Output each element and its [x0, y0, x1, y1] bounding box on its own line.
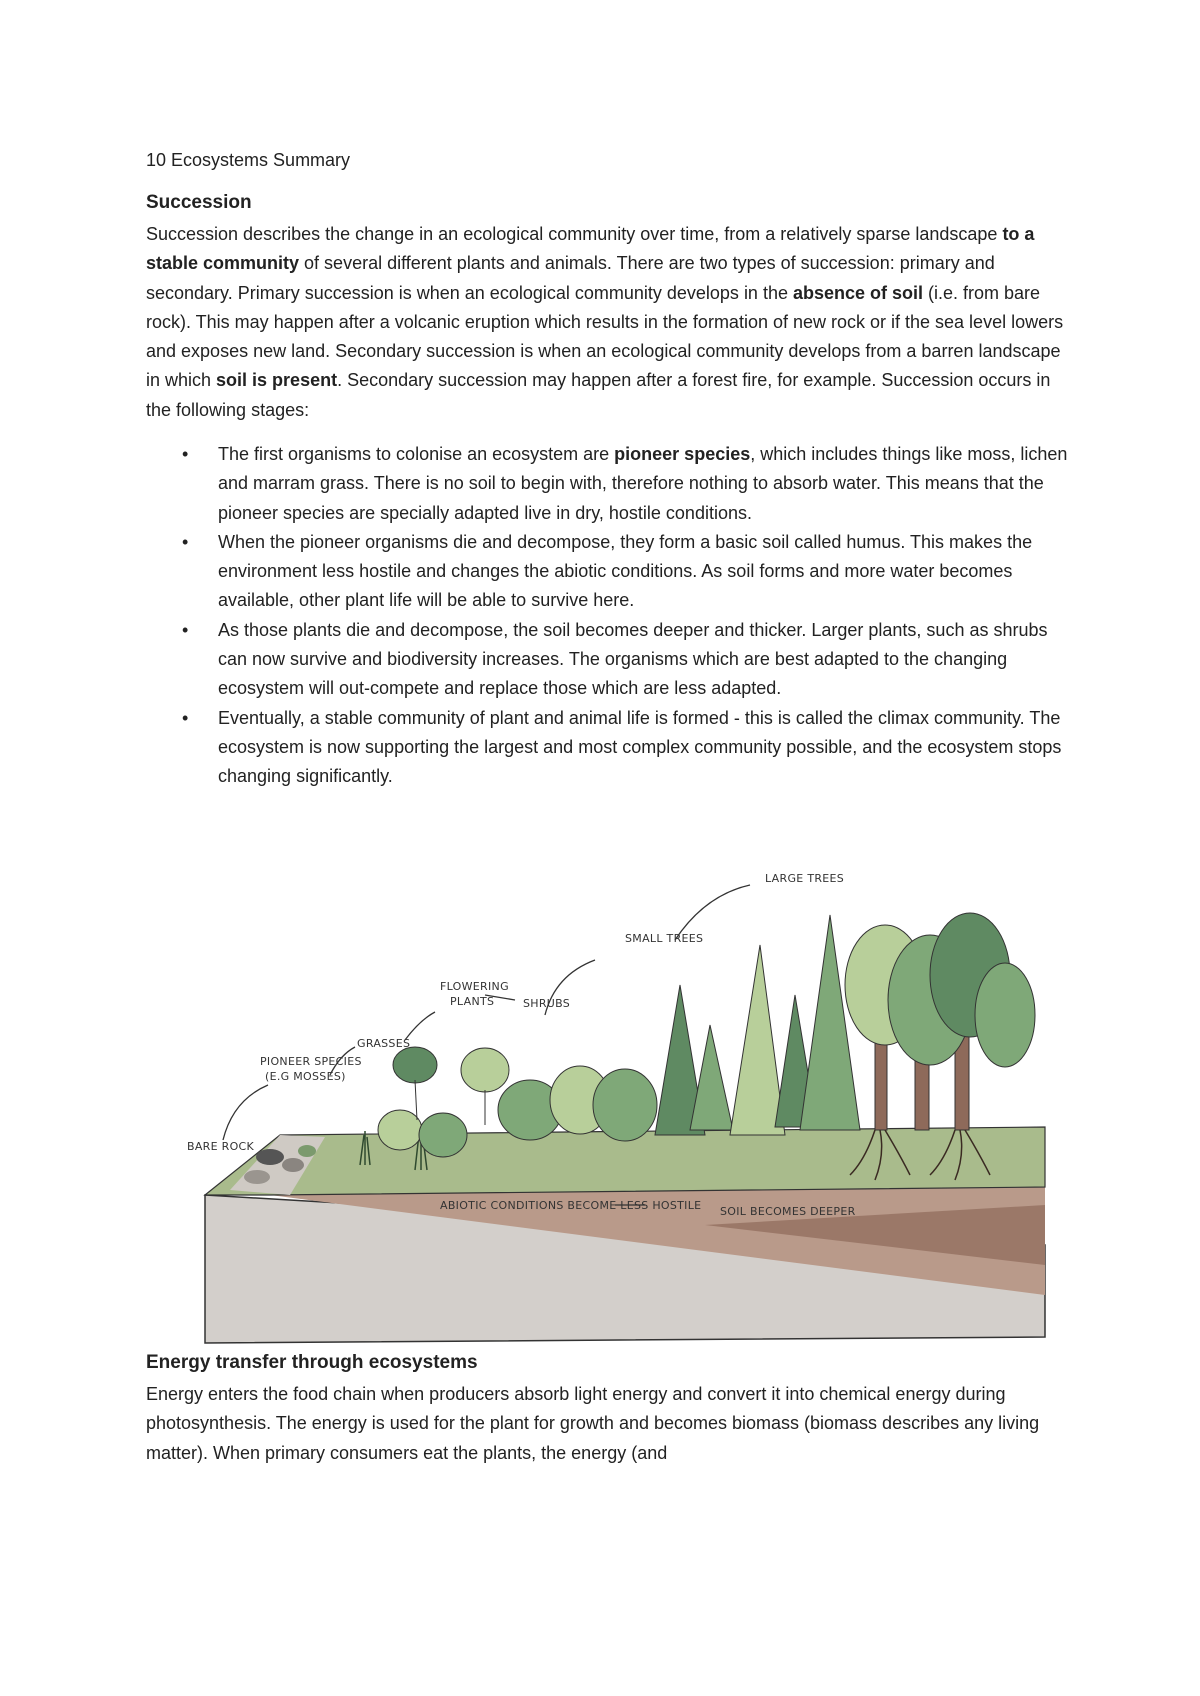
bullet-icon: • [182, 707, 189, 728]
label-grasses: GRASSES [357, 1037, 411, 1050]
rock-stone [282, 1158, 304, 1172]
succession-stages-list [146, 440, 1076, 792]
label-large-trees: LARGE TREES [765, 872, 845, 885]
list-item [146, 704, 1076, 792]
succession-intro-paragraph: Succession describes the change in an ecological community over time, from a relatively sparse landscape to a stable community of several different plants and animals. There are two types of succession: primary and secondary. Primary succession is when an ecological community develops in the absence of soil (i.e. from bare rock). This may happen after a volcanic eruption which results in the formation of new rock or if the sea level lowers and exposes new land. Secondary succession is when an ecological community develops from a barren landscape in which soil is present. Secondary succession may happen after a forest fire, for example. Succession occurs in the following stages: [146, 224, 1064, 420]
small-tree [690, 1025, 733, 1130]
small-tree [730, 945, 785, 1135]
list-item [146, 616, 1076, 704]
stage-text: Eventually, a stable community of plant and animal life is formed - this is called the climax community. The ecosystem is now supporting the largest and most complex community possible, and the ecosystem stops changing significantly. [218, 707, 1062, 787]
label-flowering-plants: FLOWERING [440, 980, 509, 993]
label-shrubs: SHRUBS [523, 997, 571, 1010]
succession-heading: Succession [146, 192, 252, 213]
flowering-plant [419, 1113, 467, 1157]
succession-illustration [185, 865, 1055, 1345]
rock-stone [256, 1149, 284, 1165]
bullet-icon: • [182, 619, 189, 640]
large-tree [975, 963, 1035, 1067]
label-flowering-plants-2: PLANTS [450, 995, 495, 1008]
moss-patch [298, 1145, 316, 1157]
list-item [146, 440, 1076, 528]
label-bare-rock: BARE ROCK [187, 1140, 255, 1153]
bullet-icon: • [182, 531, 189, 552]
energy-heading: Energy transfer through ecosystems [146, 1352, 478, 1373]
flowering-plant [378, 1110, 422, 1150]
small-bush [393, 1047, 437, 1083]
stage-text: When the pioneer organisms die and decompose, they form a basic soil called humus. This makes the environment less hostile and changes the abiotic conditions. As soil forms and more water becomes available, other plant life will be able to survive here. [218, 531, 1033, 611]
shrub [593, 1069, 657, 1141]
stage-text: As those plants die and decompose, the soil becomes deeper and thicker. Larger plants, such as shrubs can now survive and biodiversity increases. The organisms which are best adapted to the changing ecosystem will out-compete and replace those which are less adapted. [218, 619, 1048, 699]
bullet-icon: • [182, 444, 189, 464]
list-item [146, 528, 1076, 616]
document-title: 10 Ecosystems Summary [146, 150, 351, 170]
label-soil-deeper: SOIL BECOMES DEEPER [720, 1205, 856, 1218]
label-pioneer-species: PIONEER SPECIES [260, 1055, 362, 1068]
stage-text: The first organisms to colonise an ecosystem are pioneer species, which includes things like moss, lichen and marram grass. There is no soil to begin with, therefore nothing to absorb water. This means that the pioneer species are specially adapted live in dry, hostile conditions. [218, 444, 1068, 523]
energy-paragraph: Energy enters the food chain when producers absorb light energy and convert it into chemical energy during photosynthesis. The energy is used for the plant for growth and becomes biomass (biomass describes any living matter). When primary consumers eat the plants, the energy (and [146, 1384, 1040, 1463]
rock-stone [244, 1170, 270, 1184]
label-abiotic-conditions: ABIOTIC CONDITIONS BECOME LESS HOSTILE [440, 1199, 702, 1212]
label-small-trees: SMALL TREES [625, 932, 704, 945]
label-pioneer-example: (E.G MOSSES) [265, 1070, 346, 1083]
small-bush [461, 1048, 509, 1092]
large-tree [800, 915, 860, 1130]
